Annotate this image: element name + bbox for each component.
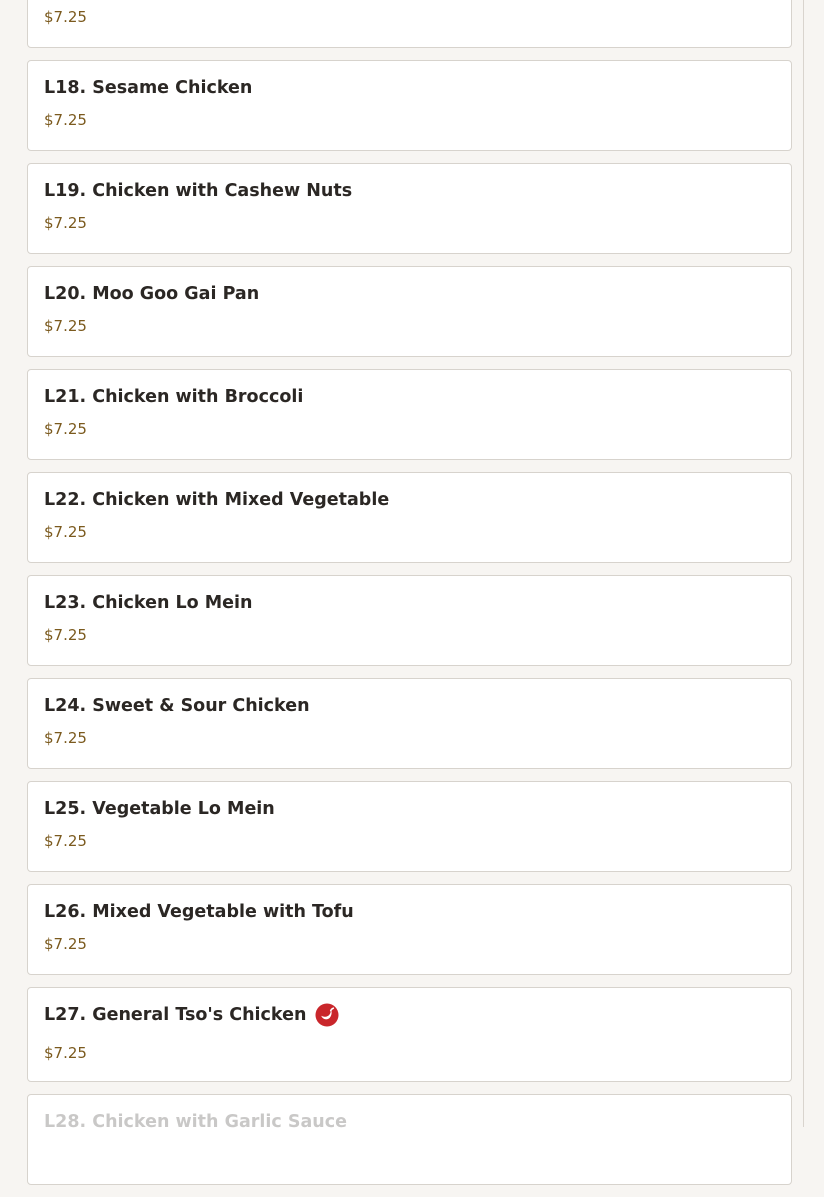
menu-item-card[interactable]	[27, 781, 792, 872]
menu-item-list	[27, 0, 792, 1197]
menu-item-title	[44, 592, 253, 614]
menu-item-price: $7.25	[44, 111, 87, 129]
menu-item-title	[44, 77, 252, 99]
menu-item-card[interactable]	[27, 60, 792, 151]
menu-item-name: L25. Vegetable Lo Mein	[44, 799, 275, 819]
menu-item-price: $7.25	[44, 8, 87, 26]
menu-item-card[interactable]	[27, 1094, 792, 1185]
menu-item-price: $7.25	[44, 420, 87, 438]
menu-item-title	[44, 1111, 347, 1133]
menu-item-name: L24. Sweet & Sour Chicken	[44, 696, 310, 716]
menu-item-title	[44, 798, 275, 820]
menu-item-card[interactable]	[27, 884, 792, 975]
menu-item-title	[44, 489, 389, 511]
menu-item-card[interactable]	[27, 987, 792, 1082]
menu-item-name: L21. Chicken with Broccoli	[44, 387, 304, 407]
menu-item-name: L22. Chicken with Mixed Vegetable	[44, 490, 390, 510]
menu-item-price: $7.25	[44, 317, 87, 335]
menu-item-title	[44, 1004, 339, 1026]
menu-item-price: $7.25	[44, 729, 87, 747]
menu-item-title	[44, 695, 310, 717]
menu-item-title	[44, 283, 259, 305]
menu-item-price: $7.25	[44, 935, 87, 953]
menu-item-card[interactable]	[27, 472, 792, 563]
menu-item-price: $7.25	[44, 214, 87, 232]
menu-item-name: L28. Chicken with Garlic Sauce	[44, 1112, 347, 1132]
menu-item-price: $7.25	[44, 832, 87, 850]
menu-item-price: $7.25	[44, 1044, 87, 1062]
menu-item-name: L27. General Tso's Chicken	[44, 1005, 307, 1025]
menu-item-card[interactable]	[27, 163, 792, 254]
menu-item-name: L19. Chicken with Cashew Nuts	[44, 181, 353, 201]
menu-item-price: $7.25	[44, 626, 87, 644]
menu-item-name: L18. Sesame Chicken	[44, 78, 253, 98]
menu-item-card[interactable]	[27, 0, 792, 48]
menu-item-card[interactable]	[27, 575, 792, 666]
menu-item-card[interactable]	[27, 678, 792, 769]
menu-item-title	[44, 386, 303, 408]
chili-pepper-icon	[315, 1003, 339, 1027]
menu-item-name: L26. Mixed Vegetable with Tofu	[44, 902, 354, 922]
menu-item-card[interactable]	[27, 369, 792, 460]
menu-item-name: L20. Moo Goo Gai Pan	[44, 284, 260, 304]
menu-item-card[interactable]	[27, 266, 792, 357]
menu-item-title	[44, 901, 354, 923]
menu-item-price: $7.25	[44, 523, 87, 541]
menu-item-name: L23. Chicken Lo Mein	[44, 593, 253, 613]
menu-item-title	[44, 180, 352, 202]
